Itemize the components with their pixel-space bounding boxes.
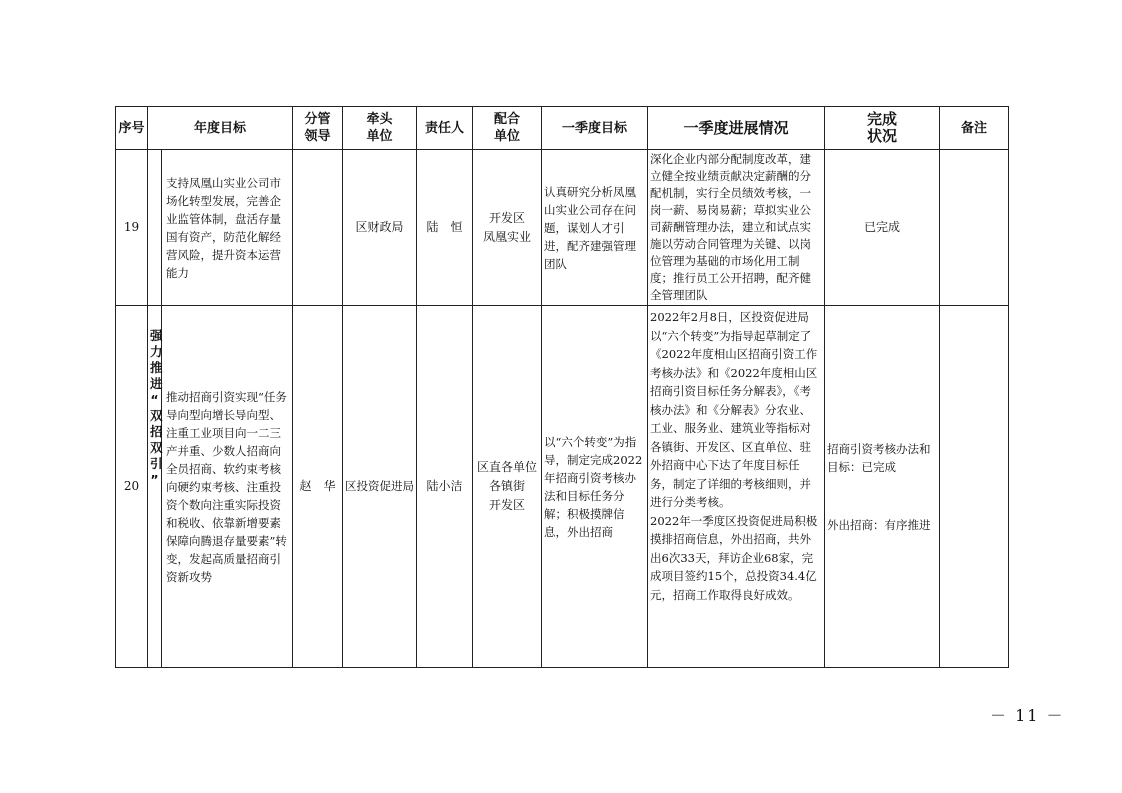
page-number: － 11 －: [990, 706, 1065, 725]
category-glyph: ”: [150, 472, 159, 487]
table-row: [116, 150, 1009, 306]
category-glyph: 力: [150, 344, 163, 359]
category-text: [150, 328, 163, 488]
header-seq: 序号: [116, 107, 148, 150]
header-q1-progress: 一季度进展情况: [648, 107, 825, 150]
category-glyph: 推: [150, 360, 163, 375]
header-lead-unit: 牵头 单位: [343, 107, 417, 150]
row-leader: [293, 150, 343, 306]
progress-paragraph-2: 2022年一季度区投资促进局积极摸排招商信息，外出招商，共外出6次33天，拜访企业68家，完成项目签约15个，总投资34.4亿元，招商工作取得良好成效。: [650, 513, 818, 602]
header-remarks: 备注: [940, 107, 1009, 150]
header-status: 完成 状况: [825, 107, 940, 150]
status-paragraph-1: 招商引资考核办法和目标：已完成: [827, 441, 931, 474]
row-category: [148, 150, 162, 306]
category-glyph: 双: [150, 440, 163, 455]
row-q1-progress: [648, 306, 825, 668]
row-status: 已完成: [825, 150, 940, 306]
row-seq: 20: [116, 306, 148, 668]
row-annual-goal: 推动招商引资实现“任务导向型向增长导向型、注重工业项目向一二三产并重、少数人招商向全员招商、软约束考核向硬约束考核、注重投资个数向注重实际投资和税收、依靠新增要素保障向腾退存量要素”转变，发起高质量招商引资新攻势: [162, 306, 293, 668]
row-q1-goal: 认真研究分析凤凰山实业公司存在问题，谋划人才引进，配齐建强管理团队: [542, 150, 648, 306]
header-leader: 分管 领导: [293, 107, 343, 150]
row-remarks: [940, 306, 1009, 668]
category-glyph: 进: [150, 376, 163, 391]
category-glyph: 强: [150, 328, 163, 343]
row-coop-unit: 区直各单位 各镇街 开发区: [473, 306, 542, 668]
row-coop-unit: 开发区 凤凰实业: [473, 150, 542, 306]
row-status: [825, 306, 940, 668]
work-progress-table: [115, 106, 1009, 668]
category-glyph: 双: [150, 408, 163, 423]
header-responsible: 责任人: [417, 107, 473, 150]
status-paragraph-2: 外出招商：有序推进: [827, 517, 931, 532]
row-annual-goal: 支持凤凰山实业公司市场化转型发展，完善企业监管体制，盘活存量国有资产，防范化解经营风险，提升资本运营能力: [162, 150, 293, 306]
row-responsible: 陆 恒: [417, 150, 473, 306]
header-annual-goal: 年度目标: [148, 107, 293, 150]
row-q1-progress: 深化企业内部分配制度改革，建立健全按业绩贡献决定薪酬的分配机制，实行全员绩效考核，一岗一薪、易岗易薪；草拟实业公司薪酬管理办法，建立和试点实施以劳动合同管理为关键、以岗位管理为基础的市场化用工制度；推行员工公开招聘，配齐健全管理团队: [648, 150, 825, 306]
category-glyph: 引: [150, 456, 163, 471]
row-q1-goal: 以“六个转变”为指导，制定完成2022年招商引资考核办法和目标任务分解；积极摸牌信息，外出招商: [542, 306, 648, 668]
row-lead-unit: 区财政局: [343, 150, 417, 306]
header-coop-unit: 配合 单位: [473, 107, 542, 150]
row-remarks: [940, 150, 1009, 306]
progress-paragraph-1: 2022年2月8日，区投资促进局以“六个转变”为指导起草制定了《2022年度相山区招商引资工作考核办法》和《2022年度相山区招商引资目标任务分解表》，《考核办法》和《分解表》分农业、工业、服务业、建筑业等指标对各镇街、开发区、区直单位、驻外招商中心下达了年度目标任务，制定了详细的考核细则，并进行分类考核。: [650, 310, 818, 509]
row-lead-unit: 区投资促进局: [343, 306, 417, 668]
category-glyph: “: [150, 392, 159, 407]
category-glyph: 招: [150, 424, 163, 439]
header-row: [116, 107, 1009, 150]
row-leader: 赵 华: [293, 306, 343, 668]
row-seq: 19: [116, 150, 148, 306]
row-responsible: 陆小洁: [417, 306, 473, 668]
table-row: [116, 306, 1009, 668]
row-category-vertical: [148, 306, 162, 668]
header-q1-goal: 一季度目标: [542, 107, 648, 150]
